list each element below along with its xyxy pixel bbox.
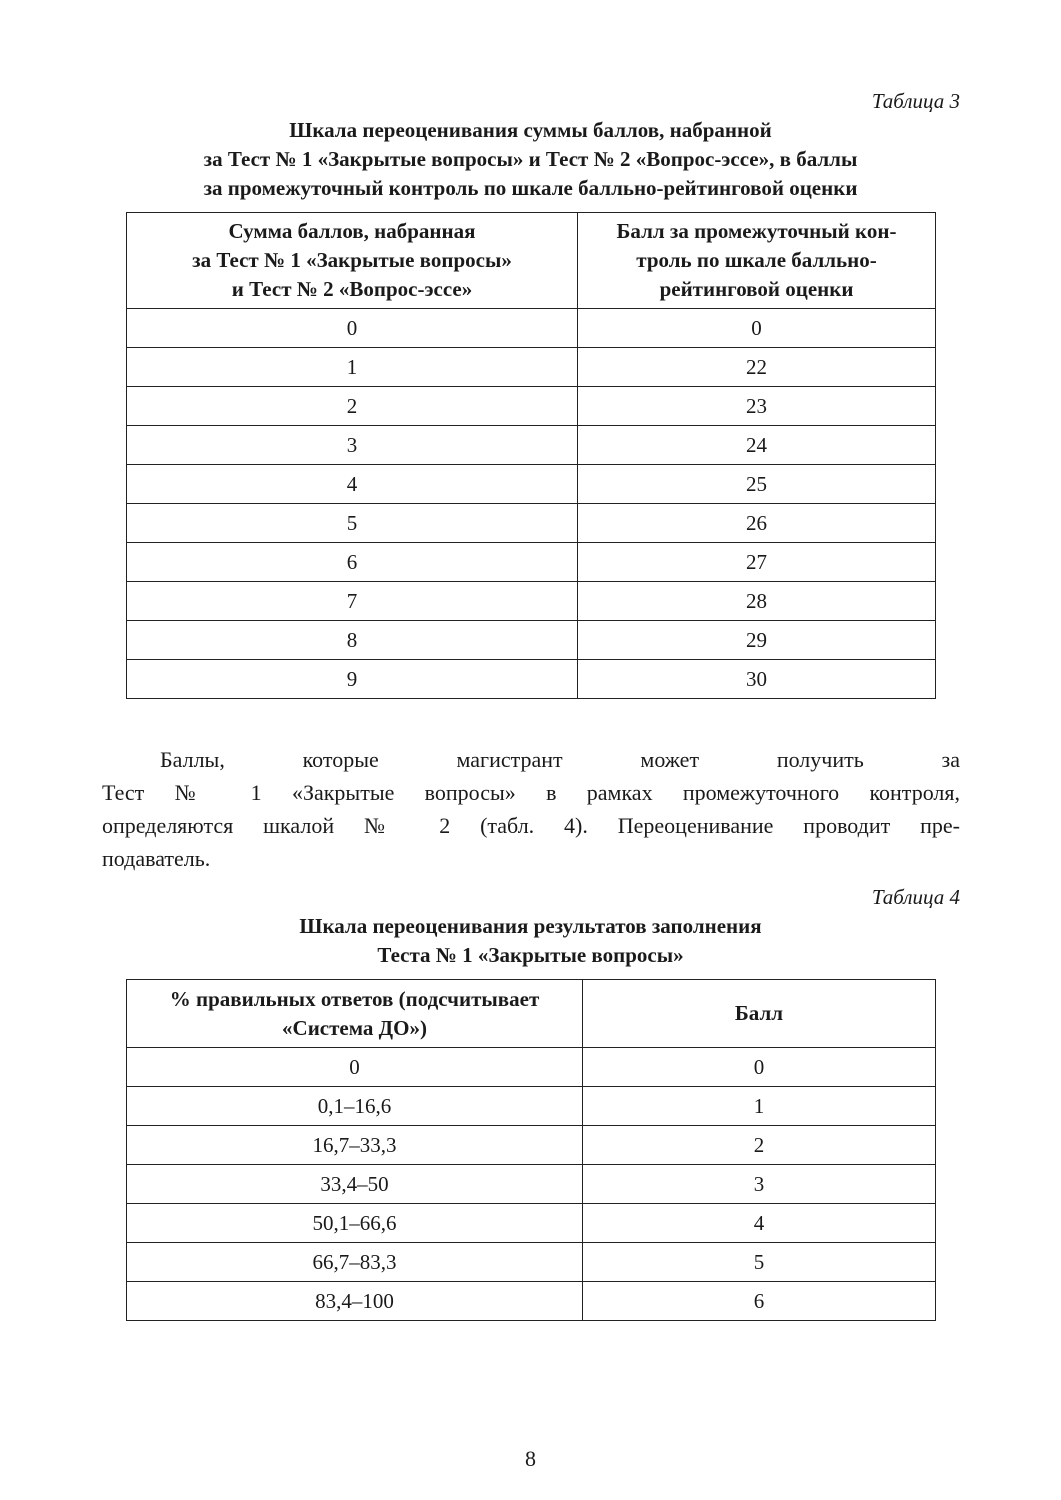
table-cell: 1 [127, 348, 578, 387]
table-cell: 29 [578, 621, 936, 660]
table3-col1-header: Сумма баллов, набранная за Тест № 1 «Закрытые вопросы» и Тест № 2 «Вопрос-эссе» [127, 213, 578, 309]
table-cell: 0 [127, 1048, 583, 1087]
table4-col1-header: % правильных ответов (подсчитывает «Система ДО») [127, 980, 583, 1048]
table4-body [127, 1048, 936, 1321]
table3-title-line: за промежуточный контроль по шкале балльно-рейтинговой оценки [203, 176, 858, 200]
table-cell: 30 [578, 660, 936, 699]
table3-caption: Таблица 3 [871, 89, 960, 113]
table-cell: 0 [578, 309, 936, 348]
table-row [127, 1204, 936, 1243]
table-cell: 24 [578, 426, 936, 465]
table-cell: 4 [583, 1204, 936, 1243]
table-cell: 33,4–50 [127, 1165, 583, 1204]
table-cell: 66,7–83,3 [127, 1243, 583, 1282]
table-row [127, 1282, 936, 1321]
table-row [127, 1165, 936, 1204]
paragraph-line: подаватель. [102, 846, 211, 871]
table-cell: 5 [127, 504, 578, 543]
table-cell: 22 [578, 348, 936, 387]
table-cell: 5 [583, 1243, 936, 1282]
table-row [127, 1048, 936, 1087]
table4-caption: Таблица 4 [871, 885, 960, 909]
table4-title [126, 912, 935, 970]
table4-header-row [127, 980, 936, 1048]
table-cell: 7 [127, 582, 578, 621]
table4 [126, 979, 936, 1321]
table4-title-line: Шкала переоценивания результатов заполнения [299, 914, 762, 938]
table3-title-line: Шкала переоценивания суммы баллов, набранной [289, 118, 772, 142]
table4-title-line: Теста № 1 «Закрытые вопросы» [377, 943, 684, 967]
table-cell: 2 [127, 387, 578, 426]
body-paragraph [102, 743, 960, 875]
table-row [127, 465, 936, 504]
table-cell: 1 [583, 1087, 936, 1126]
table-row [127, 1126, 936, 1165]
table3-title [126, 116, 935, 203]
table-row [127, 1243, 936, 1282]
table-row [127, 387, 936, 426]
table-cell: 3 [127, 426, 578, 465]
table3-col2-header: Балл за промежуточный кон- троль по шкале балльно- рейтинговой оценки [578, 213, 936, 309]
table-row [127, 621, 936, 660]
table-cell: 0,1–16,6 [127, 1087, 583, 1126]
table-cell: 25 [578, 465, 936, 504]
table-cell: 83,4–100 [127, 1282, 583, 1321]
table-row [127, 660, 936, 699]
table-row [127, 348, 936, 387]
table-cell: 27 [578, 543, 936, 582]
table-cell: 16,7–33,3 [127, 1126, 583, 1165]
table4-col2-header: Балл [583, 980, 936, 1048]
table-cell: 6 [583, 1282, 936, 1321]
table-cell: 9 [127, 660, 578, 699]
table3-header-row [127, 213, 936, 309]
page-number: 8 [525, 1446, 536, 1471]
table-row [127, 309, 936, 348]
table3-title-line: за Тест № 1 «Закрытые вопросы» и Тест № 2 «Вопрос-эссе», в баллы [203, 147, 858, 171]
table-cell: 0 [127, 309, 578, 348]
table-cell: 28 [578, 582, 936, 621]
table-cell: 50,1–66,6 [127, 1204, 583, 1243]
table-row [127, 426, 936, 465]
paragraph-line: Баллы, которые магистрант может получить за [160, 747, 960, 772]
table3-body [127, 309, 936, 699]
table-row [127, 543, 936, 582]
table-row [127, 1087, 936, 1126]
table-cell: 3 [583, 1165, 936, 1204]
table-row [127, 504, 936, 543]
table-cell: 2 [583, 1126, 936, 1165]
table-cell: 6 [127, 543, 578, 582]
table-cell: 26 [578, 504, 936, 543]
table-cell: 4 [127, 465, 578, 504]
table-row [127, 582, 936, 621]
table3 [126, 212, 936, 699]
paragraph-line: Тест № 1 «Закрытые вопросы» в рамках промежуточного контроля, [102, 780, 960, 805]
table-cell: 0 [583, 1048, 936, 1087]
table-cell: 8 [127, 621, 578, 660]
paragraph-line: определяются шкалой № 2 (табл. 4). Переоценивание проводит пре- [102, 813, 960, 838]
table-cell: 23 [578, 387, 936, 426]
